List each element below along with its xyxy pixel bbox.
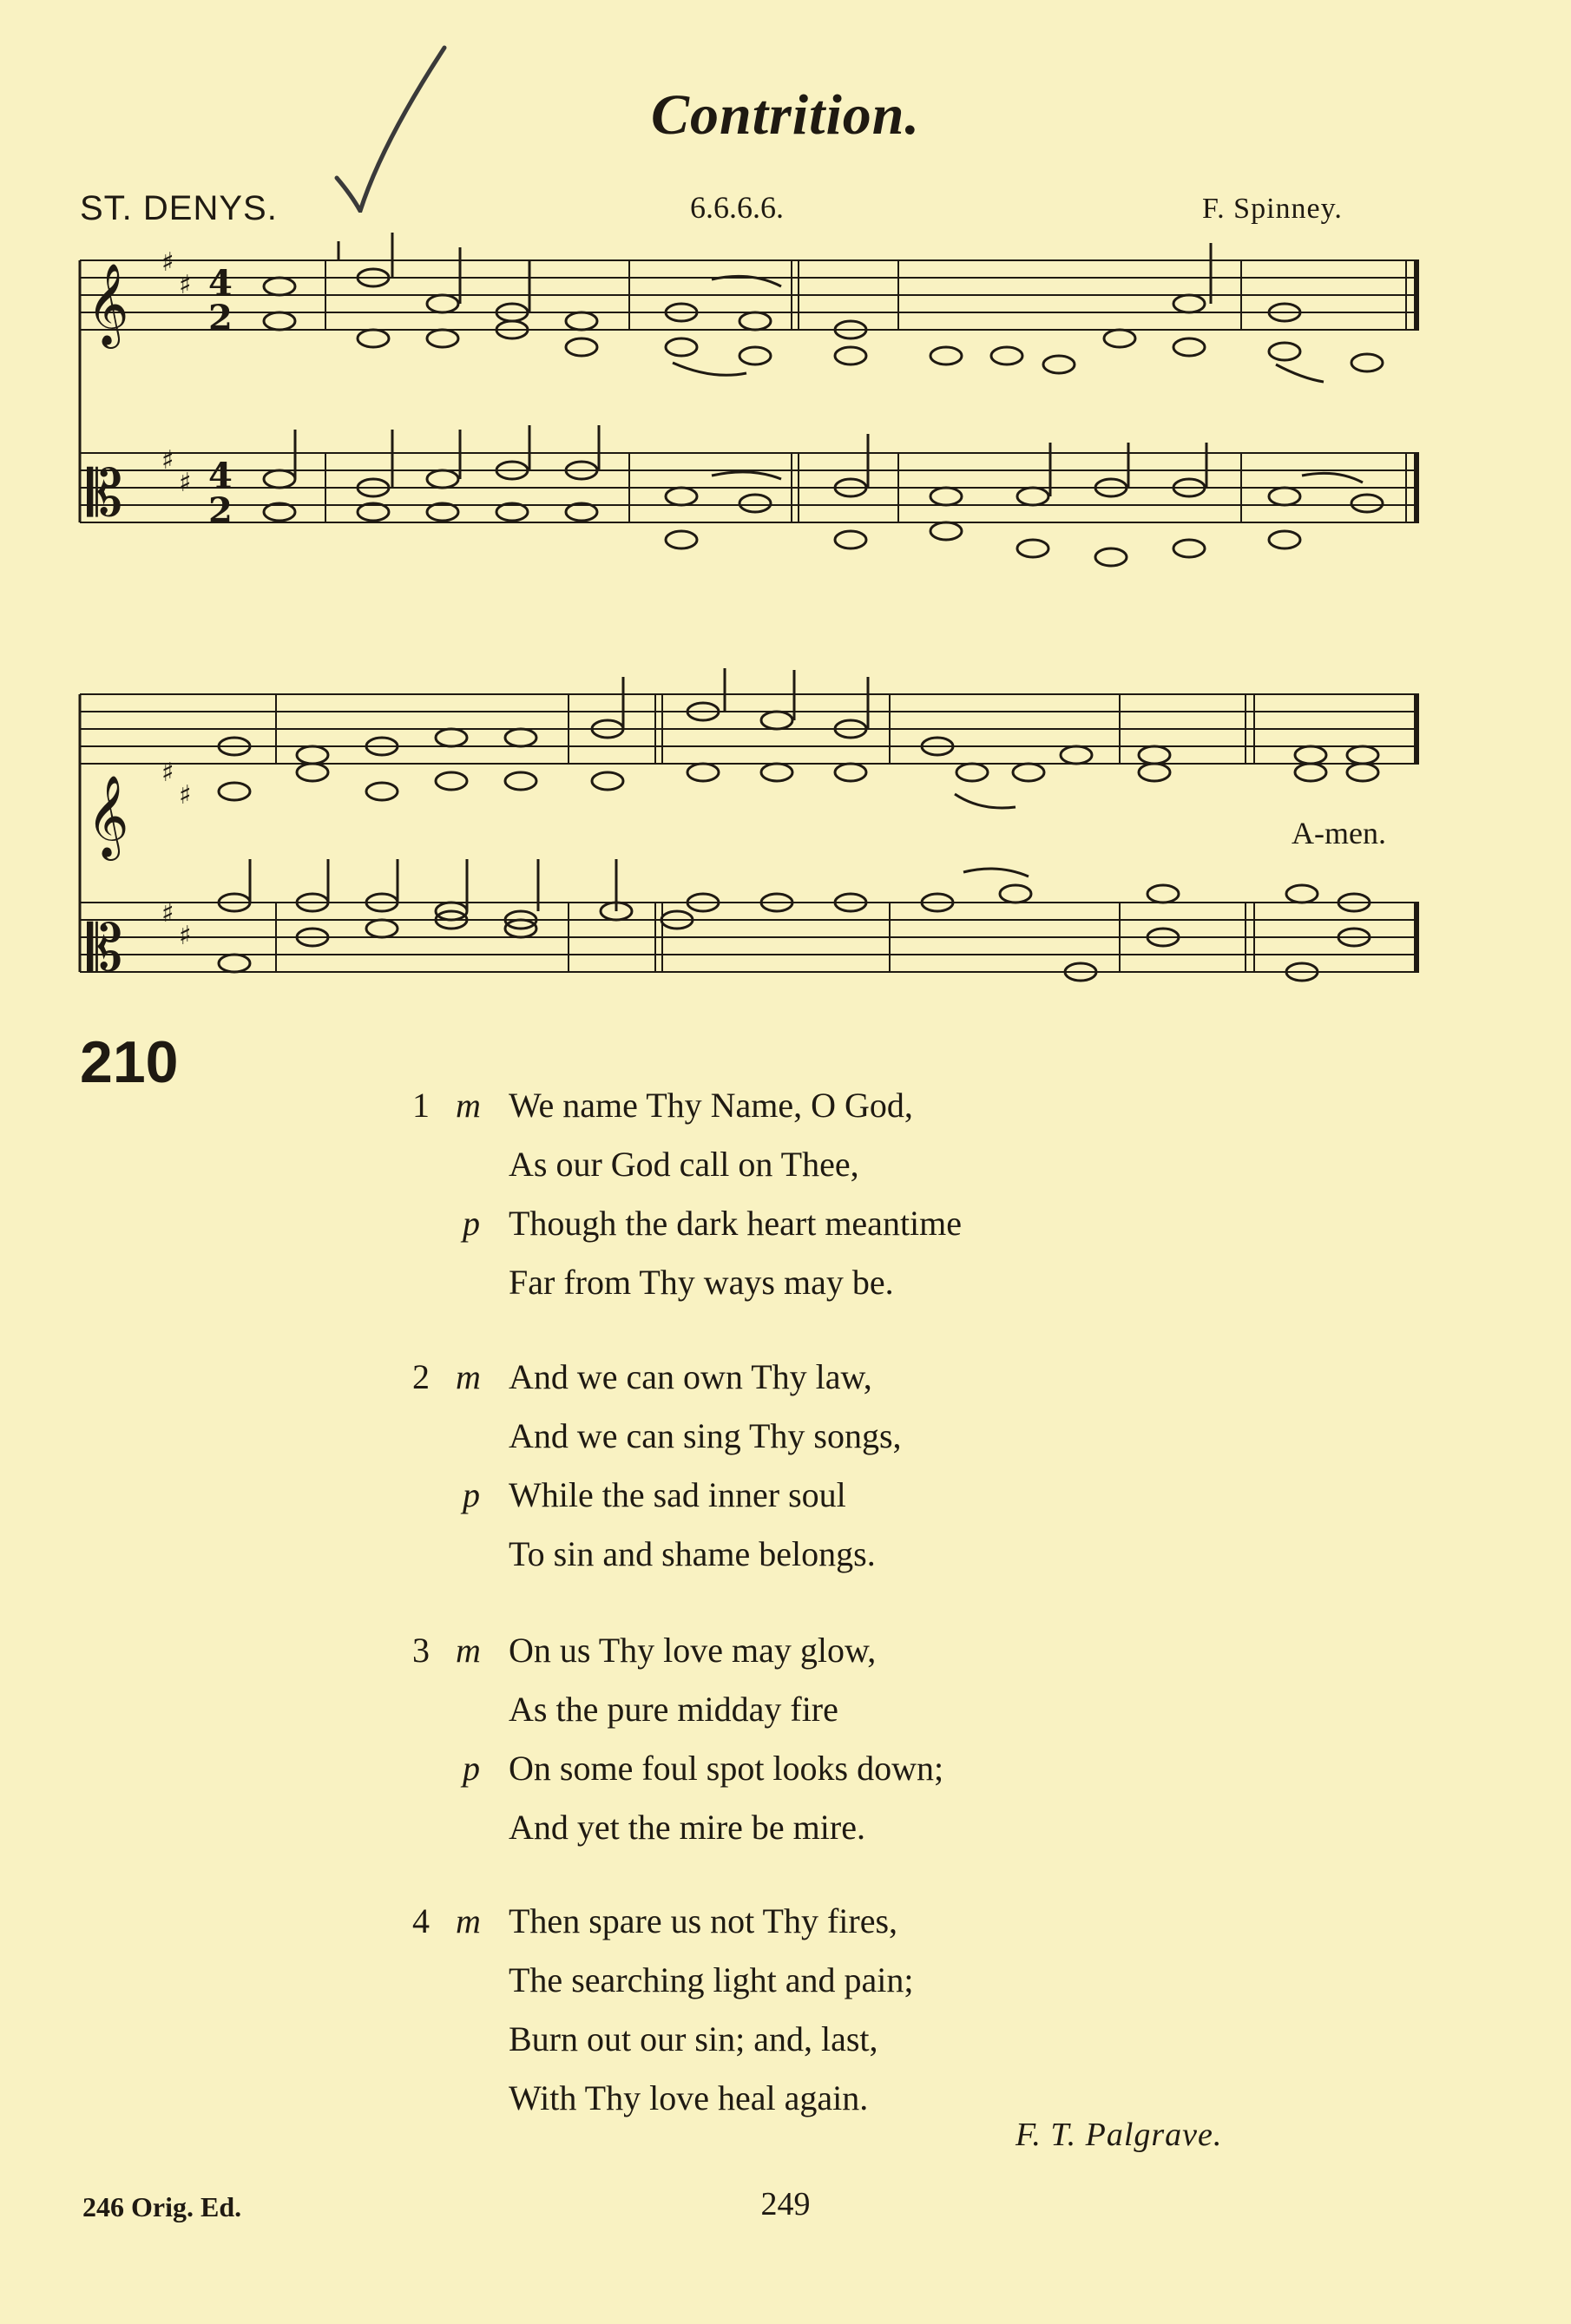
svg-text:♯: ♯: [161, 758, 174, 788]
verse-line: And we can own Thy law,: [509, 1357, 872, 1396]
time-signatures: [208, 263, 233, 531]
verse-line: To sin and shame belongs.: [509, 1534, 876, 1573]
svg-text:♯: ♯: [179, 921, 192, 951]
staff-lines: [80, 260, 1419, 522]
notes-system-1: [264, 233, 1383, 382]
svg-text:♯: ♯: [161, 445, 174, 476]
notes-system-2: [219, 668, 1378, 981]
dynamic-marking: m: [456, 1357, 481, 1396]
tune-name: ST. DENYS.: [80, 189, 278, 227]
svg-text:♯: ♯: [179, 270, 192, 300]
svg-text:𝄡: 𝄡: [87, 456, 123, 531]
key-signatures: [161, 247, 192, 951]
page-title: Contrition.: [651, 83, 920, 147]
verse-line: Though the dark heart meantime: [509, 1204, 963, 1243]
svg-text:2: 2: [208, 490, 233, 531]
svg-text:♯: ♯: [161, 898, 174, 929]
hymn-number: 210: [80, 1029, 179, 1095]
edition-note: 246 Orig. Ed.: [82, 2191, 242, 2222]
page-number: 249: [760, 2186, 811, 2222]
verse-number: 1: [412, 1086, 430, 1125]
staff-system-2: [80, 694, 1419, 972]
music-score: [0, 0, 1571, 1033]
clefs: [87, 263, 128, 986]
svg-text:4: 4: [208, 456, 233, 496]
svg-text:♯: ♯: [179, 468, 192, 498]
verse-line: As our God call on Thee,: [509, 1145, 859, 1184]
svg-text:♯: ♯: [161, 247, 174, 278]
dynamic-marking: m: [456, 1901, 481, 1940]
verse-number: 4: [412, 1901, 430, 1940]
verse-number: 2: [412, 1357, 430, 1396]
svg-text:♯: ♯: [179, 780, 192, 811]
dynamic-marking: m: [456, 1086, 481, 1125]
hymn-author: F. T. Palgrave.: [1016, 2117, 1223, 2153]
verse-line: While the sad inner soul: [509, 1475, 846, 1514]
svg-text:𝄞: 𝄞: [87, 263, 129, 345]
verse-line: Then spare us not Thy fires,: [509, 1901, 898, 1940]
verse-line: On us Thy love may glow,: [509, 1631, 877, 1670]
svg-text:𝄞: 𝄞: [87, 775, 129, 857]
verse-line: The searching light and pain;: [509, 1960, 914, 1999]
staff-system-1: [80, 260, 1419, 522]
barlines: [325, 260, 1406, 522]
verse-line: We name Thy Name, O God,: [509, 1086, 913, 1125]
dynamic-marking: p: [463, 1475, 480, 1514]
verse-line: With Thy love heal again.: [509, 2078, 869, 2117]
verse-line: And we can sing Thy songs,: [509, 1416, 902, 1455]
meter: 6.6.6.6.: [690, 190, 784, 225]
svg-text:2: 2: [208, 298, 233, 338]
verse-line: Far from Thy ways may be.: [509, 1263, 894, 1302]
dynamic-marking: p: [463, 1204, 480, 1243]
svg-text:𝄡: 𝄡: [87, 911, 123, 986]
verse-line: As the pure midday fire: [509, 1690, 838, 1729]
amen-text: A-men.: [1292, 816, 1386, 850]
dynamic-marking: p: [463, 1749, 480, 1788]
notes-system-1-bass: [264, 425, 1383, 566]
verse-line: On some foul spot looks down;: [509, 1749, 944, 1788]
verse-line: Burn out our sin; and, last,: [509, 2019, 878, 2058]
verse-number: 3: [412, 1631, 430, 1670]
dynamic-marking: m: [456, 1631, 481, 1670]
verse-line: And yet the mire be mire.: [509, 1808, 865, 1847]
composer: F. Spinney.: [1202, 193, 1343, 225]
svg-text:4: 4: [208, 263, 233, 304]
